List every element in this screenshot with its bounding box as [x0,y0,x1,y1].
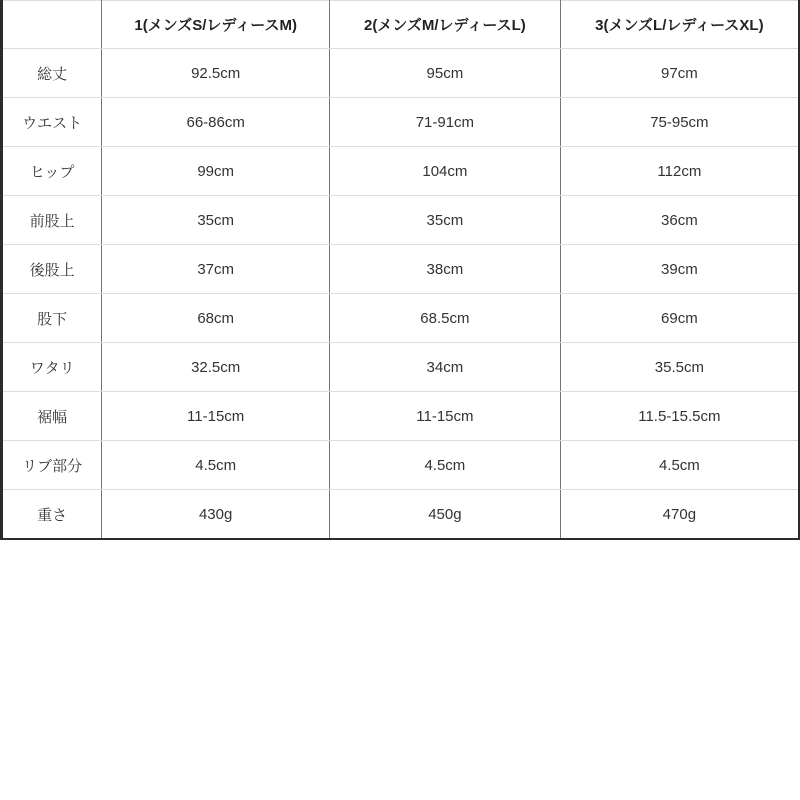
measurement-label: 裾幅 [2,392,102,441]
measurement-value: 69cm [560,294,799,343]
measurement-value: 34cm [330,343,561,392]
measurement-label: リブ部分 [2,441,102,490]
measurement-label: 重さ [2,490,102,540]
size-column-header: 3(メンズL/レディースXL) [560,1,799,49]
table-row [2,392,800,441]
measurement-value: 37cm [102,245,330,294]
measurement-value: 4.5cm [102,441,330,490]
measurement-value: 4.5cm [560,441,799,490]
measurement-value: 11.5-15.5cm [560,392,799,441]
table-row [2,196,800,245]
table-row [2,147,800,196]
measurement-value: 39cm [560,245,799,294]
measurement-label: ワタリ [2,343,102,392]
measurement-value: 35cm [102,196,330,245]
measurement-value: 35cm [330,196,561,245]
table-row [2,343,800,392]
measurement-value: 450g [330,490,561,540]
measurement-label: ヒップ [2,147,102,196]
table-row [2,490,800,540]
size-chart-body [2,49,800,540]
size-chart-header [2,1,800,49]
measurement-value: 4.5cm [330,441,561,490]
measurement-label: 後股上 [2,245,102,294]
measurement-value: 97cm [560,49,799,98]
table-row [2,49,800,98]
measurement-value: 104cm [330,147,561,196]
measurement-label: 前股上 [2,196,102,245]
table-row [2,245,800,294]
measurement-value: 68cm [102,294,330,343]
measurement-value: 11-15cm [102,392,330,441]
measurement-value: 71-91cm [330,98,561,147]
measurement-value: 92.5cm [102,49,330,98]
measurement-value: 66-86cm [102,98,330,147]
measurement-label: 股下 [2,294,102,343]
measurement-value: 35.5cm [560,343,799,392]
measurement-value: 95cm [330,49,561,98]
measurement-value: 470g [560,490,799,540]
size-column-header: 1(メンズS/レディースM) [102,1,330,49]
measurement-value: 112cm [560,147,799,196]
measurement-value: 99cm [102,147,330,196]
measurement-value: 75-95cm [560,98,799,147]
measurement-label: 総丈 [2,49,102,98]
header-row [2,1,800,49]
measurement-value: 32.5cm [102,343,330,392]
measurement-value: 36cm [560,196,799,245]
measurement-value: 11-15cm [330,392,561,441]
measurement-label: ウエスト [2,98,102,147]
table-row [2,441,800,490]
measurement-value: 38cm [330,245,561,294]
table-row [2,98,800,147]
table-row [2,294,800,343]
measurement-value: 430g [102,490,330,540]
size-column-header: 2(メンズM/レディースL) [330,1,561,49]
measurement-value: 68.5cm [330,294,561,343]
corner-header-cell [2,1,102,49]
